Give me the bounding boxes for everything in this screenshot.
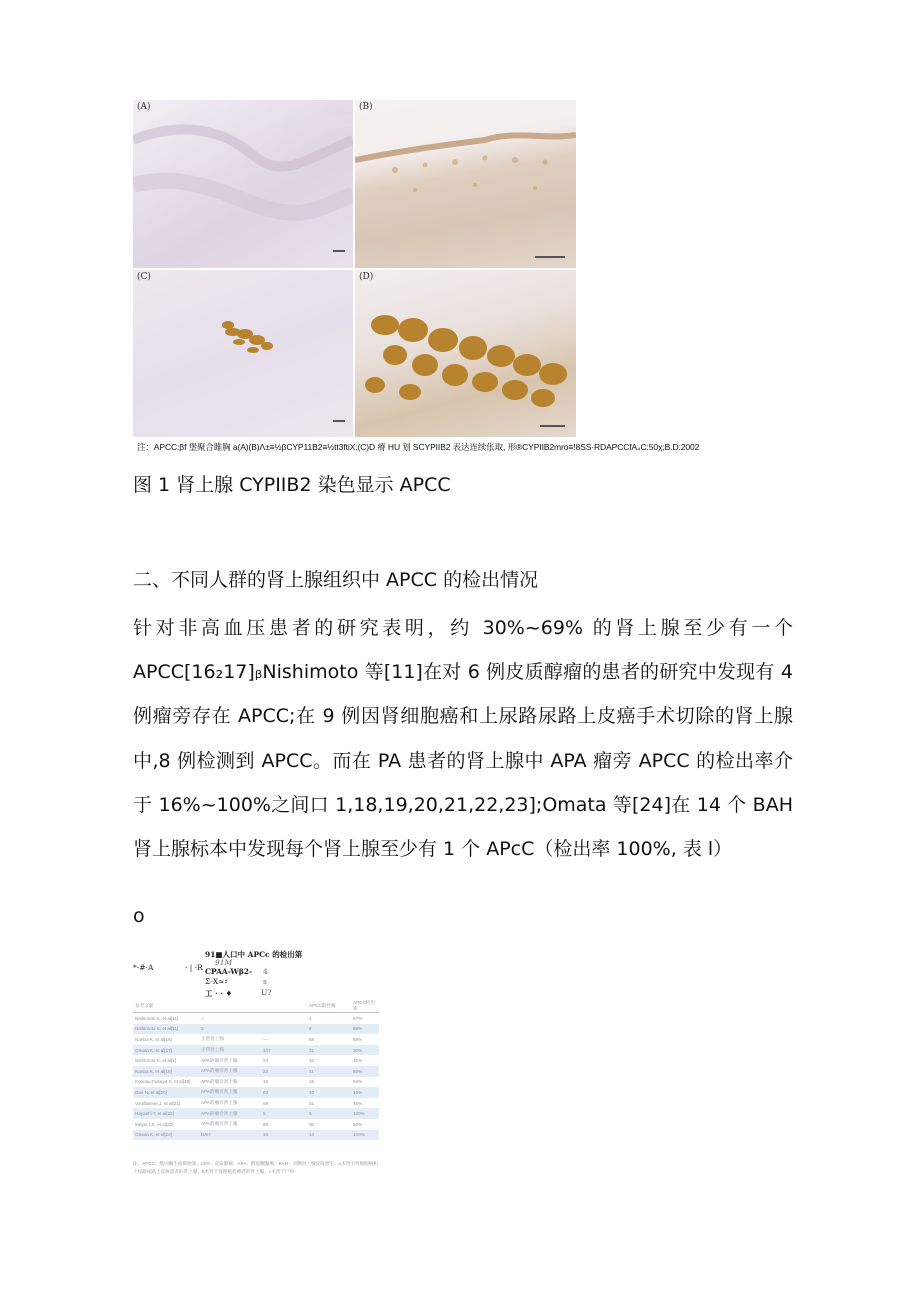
table-cell: Omata K, et al[17] [133,1045,199,1056]
table-row [133,1077,379,1088]
table-cell: 14 [261,1130,307,1141]
table-cell: Nanba K, et al[16] [135,1036,172,1042]
table-side-mid: · | ·R [185,963,203,972]
apcc-table [133,1000,379,1140]
table-caption-line-4: Σ-X≈♯ [205,977,229,986]
table-cell: Meyer LS, et al[23] [135,1121,174,1127]
histology-panel-d [355,270,576,437]
table-row [133,1045,379,1056]
panel-b-image [355,100,576,268]
table-cell: APA的瘤旁肾上腺 [199,1066,261,1077]
table-cell: Nishimoto K, et al[1] [135,1058,177,1064]
table-cell [261,1024,307,1035]
table-cell: 16% [351,1087,379,1098]
section-paragraph: 针对非高血压患者的研究表明，约 30%~69% 的肾上腺至少有一个 APCC[16₂17]ᵦNishimoto 等[11]在对 6 例皮质醇瘤的患者的研究中发现有 4 例瘤旁存在 APCC;在 9 例因肾细胞癌和上尿路尿路上皮癌手术切除的肾上腺中,8 例检测到 APCC。而在 PA 患者的肾上腺中 APA 瘤旁 APCC 的检出率介于 16%~100%之间口 1,18,19,20,21,22,23];Omata 等[24]在 14 个 BAH 肾上腺标本中发现每个肾上腺至少有 1 个 APcC（检出率 100%, 表 l） [133,617,793,861]
table-cell: Nanba K, et al[18] [133,1066,199,1077]
panel-b-label: (B) [359,102,373,112]
table-row [133,1034,379,1045]
table-cell: 10 [309,1058,315,1064]
panel-c-image [133,270,353,437]
table-cell: 69 [263,1100,269,1106]
histology-panel-b [355,100,576,268]
table-cell: □ [201,1015,204,1021]
table-header-cell: 参考文献 [133,1000,199,1013]
table-cell: 89% [351,1024,379,1035]
panel-d-image [355,270,576,437]
table-header-cell [261,1000,307,1013]
table-cell: BAH [199,1130,261,1141]
table-cell: 3 [199,1024,261,1035]
table-header-cell: APCC检出率 [351,1000,379,1013]
table-row [133,1066,379,1077]
table-cell: 100% [351,1130,379,1141]
table-cell: 69% [353,1036,363,1042]
table-cell: 22 [261,1066,307,1077]
table-cell: — [263,1036,268,1042]
table-cell: 30 [309,1121,315,1127]
table-cell [261,1013,307,1024]
table-cell: 24 [263,1058,269,1064]
table-cell: 60 [263,1121,269,1127]
table-cell: 94% [353,1079,363,1085]
table-cell: APA的瘤旁肾上腺 [199,1108,261,1119]
table-row [133,1024,379,1035]
table-caption-line-2: 91M [215,958,233,967]
table-row [133,1087,379,1098]
histology-figure [133,100,576,437]
table-header-row [133,1000,379,1013]
table-cell: APA的瘤旁肾上腺 [201,1057,238,1063]
table-cell: Nishimoto K, et al[11] [135,1015,179,1021]
table-cell: Dan N, et al[20] [133,1087,199,1098]
table-cell: 45% [353,1100,363,1106]
table-cell: 67% [353,1015,363,1021]
table-cell: 正常肾上腺 [199,1045,261,1056]
table-side-val-1: 4 [263,967,268,976]
table-cell: Konosu-Fukaya S, et al[19] [135,1079,191,1085]
table-header-cell: APCC阳性数 [307,1000,351,1013]
table-row [133,1055,379,1066]
table-row [133,1119,379,1130]
table-cell: 50% [351,1066,379,1077]
table-cell: 5 [307,1108,351,1119]
paragraph-tail: o [133,905,145,927]
table-cell: 4 [309,1015,312,1021]
table-cell: 107 [261,1045,307,1056]
table-cell: 31 [307,1045,351,1056]
table-cell: 31 [309,1100,315,1106]
table-cell: 8 [307,1024,351,1035]
figure-note: 注：APCC:βf 堡聚合雎胸 a(A)(B)Λ±≡½βCYP11B2≡½tt3ftiX;(C)D 瘠 HU 划 SCYPIIB2 表达连续伥取, 形®CYPIIB2mro≡!8SS·RDAPCCfA₄C:50χ;B.D:2002 [137,442,700,452]
histology-panel-c [133,270,353,437]
table-row [133,1130,379,1141]
table-caption-line-5: 工 · · ♦ [205,989,233,998]
panel-a-label: (A) [137,102,151,112]
table-cell: 15 [309,1079,315,1085]
table-header-cell [199,1000,261,1013]
table-cell: 30% [351,1045,379,1056]
table-side-val-2: s [263,977,267,986]
histology-panel-a [133,100,353,268]
table-cell: APA的瘤旁肾上腺 [201,1100,238,1106]
table-cell: 14 [307,1130,351,1141]
table-row [133,1108,379,1119]
panel-a-image [133,100,353,268]
table-cell: 63 [261,1087,307,1098]
table-caption-line-1: 91■人口中 APCc 的检出第 [205,950,303,959]
table-cell: APA的瘤旁肾上腺 [201,1121,238,1127]
table-cell: Hayashi T, et al[22] [133,1108,199,1119]
table-caption-line-3: CPAA-Wβ2- [205,967,253,976]
table-cell: 11 [307,1066,351,1077]
panel-c-label: (C) [137,272,151,282]
section-heading: 二、不同人群的肾上腺组织中 APCC 的检出情况 [133,569,539,591]
figure-title: 图 1 肾上腺 CYPIIB2 染色显示 APCC [133,474,451,496]
table-cell: 100% [351,1108,379,1119]
table-row [133,1013,379,1024]
table-row [133,1098,379,1109]
table-side-val-3: U? [261,988,272,997]
table-cell: Omata K, et al[24] [133,1130,199,1141]
table-side-left: *-#·A [133,963,154,972]
table-cell: 42% [353,1058,363,1064]
table-cell: Vouillarmet J, et al[21] [135,1100,181,1106]
table-cell: 50% [353,1121,363,1127]
panel-d-label: (D) [359,272,374,282]
table-note: 注：APCC：醛固酮生成细胞簇；CPA：皮质醇瘤；APA：醛固酮腺瘤；BAH：双侧肾上腺皮质增生；a术肾于肾细胞癌和上尿路尿路上皮癌患者的肾上腺；b术肾于肾移植捐赠者的肾上腺；c术肾于尸检 [133,1161,378,1174]
table-cell: 10 [307,1087,351,1098]
table-cell: 16 [263,1079,269,1085]
table-cell: 88 [309,1036,315,1042]
table-cell: APA的瘤旁肾上腺 [199,1087,261,1098]
table-cell: APA的瘤旁肾上腺 [201,1078,238,1084]
table-cell: Nishimoto K, et al[11] [133,1024,199,1035]
table-figure [133,945,379,1185]
table-cell: 正常肾上腺 [201,1036,224,1042]
table-cell: 5 [261,1108,307,1119]
